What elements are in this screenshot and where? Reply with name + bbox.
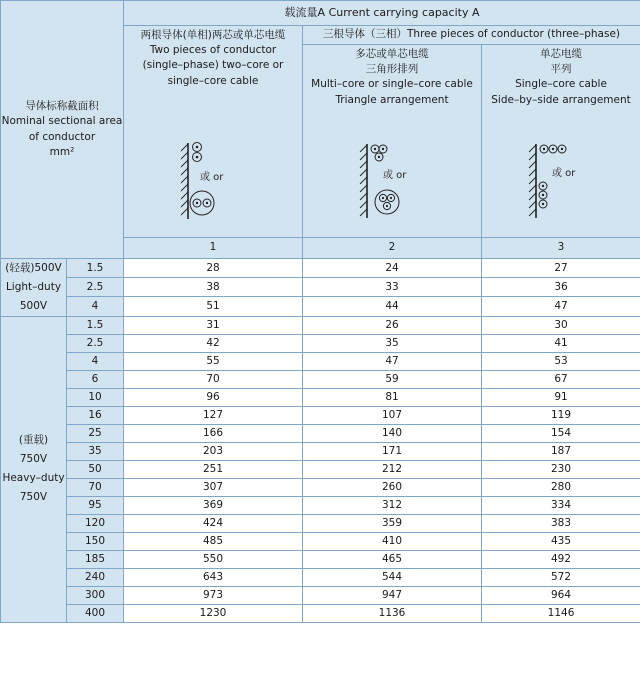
value-cell: 154 xyxy=(482,424,640,442)
value-cell: 53 xyxy=(482,352,640,370)
area-cell: 10 xyxy=(67,388,124,406)
col3-diagram-or: 或 or xyxy=(552,167,576,179)
col1-zh: 两根导体(单相)两芯或单芯电缆 xyxy=(140,29,286,41)
table-row xyxy=(1,460,640,478)
value-cell: 485 xyxy=(124,532,303,550)
area-cell: 150 xyxy=(67,532,124,550)
value-cell: 334 xyxy=(482,496,640,514)
value-cell: 91 xyxy=(482,388,640,406)
value-cell: 369 xyxy=(124,496,303,514)
area-cell: 50 xyxy=(67,460,124,478)
value-cell: 24 xyxy=(303,259,482,278)
table-row xyxy=(1,370,640,388)
value-cell: 38 xyxy=(124,278,303,297)
col1-diagram-or: 或 or xyxy=(200,171,224,183)
area-cell: 25 xyxy=(67,424,124,442)
col1-en2: (single–phase) two–core or xyxy=(142,59,284,72)
table-row xyxy=(1,568,640,586)
value-cell: 47 xyxy=(482,297,640,316)
value-cell: 96 xyxy=(124,388,303,406)
area-cell: 2.5 xyxy=(67,278,124,297)
area-cell: 2.5 xyxy=(67,334,124,352)
table-row xyxy=(1,406,640,424)
table-row xyxy=(1,442,640,460)
nominal-area-en1: Nominal sectional area xyxy=(1,115,123,128)
table-row xyxy=(1,297,640,316)
table-row xyxy=(1,388,640,406)
value-cell: 251 xyxy=(124,460,303,478)
light-duty-line1: (轻载)500V xyxy=(5,262,62,274)
table-row xyxy=(1,316,640,334)
value-cell: 55 xyxy=(124,352,303,370)
table-row xyxy=(1,532,640,550)
value-cell: 166 xyxy=(124,424,303,442)
value-cell: 70 xyxy=(124,370,303,388)
value-cell: 1146 xyxy=(482,604,640,622)
nominal-area-header xyxy=(1,1,124,259)
nominal-area-unit: mm² xyxy=(49,145,75,158)
col1-en3: single–core cable xyxy=(167,74,259,87)
value-cell: 33 xyxy=(303,278,482,297)
value-cell: 312 xyxy=(303,496,482,514)
value-cell: 187 xyxy=(482,442,640,460)
value-cell: 31 xyxy=(124,316,303,334)
area-cell: 4 xyxy=(67,352,124,370)
value-cell: 44 xyxy=(303,297,482,316)
value-cell: 81 xyxy=(303,388,482,406)
value-cell: 307 xyxy=(124,478,303,496)
value-cell: 127 xyxy=(124,406,303,424)
col3-zh1: 单芯电缆 xyxy=(540,48,583,60)
value-cell: 27 xyxy=(482,259,640,278)
table-row xyxy=(1,352,640,370)
value-cell: 140 xyxy=(303,424,482,442)
area-cell: 35 xyxy=(67,442,124,460)
table-row xyxy=(1,424,640,442)
capacity-title: 载流量A Current carrying capacity A xyxy=(124,1,640,26)
value-cell: 973 xyxy=(124,586,303,604)
value-cell: 41 xyxy=(482,334,640,352)
col2-en1: Multi–core or single–core cable xyxy=(311,78,473,91)
value-cell: 550 xyxy=(124,550,303,568)
value-cell: 643 xyxy=(124,568,303,586)
heavy-duty-line3: Heavy–duty xyxy=(2,472,65,485)
area-cell: 120 xyxy=(67,514,124,532)
value-cell: 383 xyxy=(482,514,640,532)
area-cell: 70 xyxy=(67,478,124,496)
value-cell: 964 xyxy=(482,586,640,604)
col3-zh2: 平列 xyxy=(550,63,572,76)
value-cell: 1230 xyxy=(124,604,303,622)
value-cell: 260 xyxy=(303,478,482,496)
value-cell: 544 xyxy=(303,568,482,586)
table-row xyxy=(1,586,640,604)
value-cell: 212 xyxy=(303,460,482,478)
col2-header xyxy=(303,45,482,238)
triangle-arrangement-diagram xyxy=(357,138,427,228)
table-row xyxy=(1,478,640,496)
value-cell: 107 xyxy=(303,406,482,424)
value-cell: 30 xyxy=(482,316,640,334)
table-row xyxy=(1,278,640,297)
value-cell: 1136 xyxy=(303,604,482,622)
col2-diagram-or: 或 or xyxy=(383,169,407,181)
value-cell: 171 xyxy=(303,442,482,460)
value-cell: 947 xyxy=(303,586,482,604)
heavy-duty-line2: 750V xyxy=(19,453,48,466)
table-row xyxy=(1,259,640,278)
col2-number: 2 xyxy=(303,238,482,259)
table-row xyxy=(1,550,640,568)
value-cell: 203 xyxy=(124,442,303,460)
area-cell: 185 xyxy=(67,550,124,568)
area-cell: 300 xyxy=(67,586,124,604)
table-row xyxy=(1,334,640,352)
value-cell: 35 xyxy=(303,334,482,352)
light-duty-label xyxy=(1,259,67,317)
heavy-duty-line4: 750V xyxy=(19,491,48,504)
area-cell: 6 xyxy=(67,370,124,388)
value-cell: 572 xyxy=(482,568,640,586)
col2-en2: Triangle arrangement xyxy=(335,93,449,106)
value-cell: 28 xyxy=(124,259,303,278)
two-conductor-diagram xyxy=(178,137,248,231)
value-cell: 42 xyxy=(124,334,303,352)
value-cell: 280 xyxy=(482,478,640,496)
value-cell: 359 xyxy=(303,514,482,532)
value-cell: 67 xyxy=(482,370,640,388)
side-by-side-diagram xyxy=(526,138,596,228)
col1-number: 1 xyxy=(124,238,303,259)
area-cell: 16 xyxy=(67,406,124,424)
area-cell: 1.5 xyxy=(67,316,124,334)
value-cell: 230 xyxy=(482,460,640,478)
value-cell: 435 xyxy=(482,532,640,550)
three-phase-title: 三根导体（三相）Three pieces of conductor (three–phase) xyxy=(303,26,640,45)
heavy-duty-line1: (重载) xyxy=(18,434,49,447)
value-cell: 465 xyxy=(303,550,482,568)
light-duty-line2: Light–duty xyxy=(5,280,62,293)
col3-number: 3 xyxy=(482,238,640,259)
value-cell: 59 xyxy=(303,370,482,388)
col2-zh1: 多芯或单芯电缆 xyxy=(355,48,429,60)
nominal-area-zh: 导体标称截面积 xyxy=(25,100,99,113)
value-cell: 424 xyxy=(124,514,303,532)
area-cell: 95 xyxy=(67,496,124,514)
value-cell: 410 xyxy=(303,532,482,550)
heavy-duty-label xyxy=(1,316,67,622)
table-row xyxy=(1,496,640,514)
col1-header xyxy=(124,26,303,238)
value-cell: 36 xyxy=(482,278,640,297)
value-cell: 119 xyxy=(482,406,640,424)
col3-en1: Single–core cable xyxy=(515,78,607,91)
area-cell: 4 xyxy=(67,297,124,316)
table-row xyxy=(1,514,640,532)
value-cell: 492 xyxy=(482,550,640,568)
nominal-area-en2: of conductor xyxy=(28,130,96,143)
col3-header xyxy=(482,45,640,238)
light-duty-line3: 500V xyxy=(19,299,48,312)
value-cell: 26 xyxy=(303,316,482,334)
value-cell: 51 xyxy=(124,297,303,316)
table-row xyxy=(1,604,640,622)
area-cell: 240 xyxy=(67,568,124,586)
col1-en1: Two pieces of conductor xyxy=(149,44,277,57)
col2-zh2: 三角形排列 xyxy=(365,63,419,76)
col3-en2: Side–by–side arrangement xyxy=(491,93,631,106)
value-cell: 47 xyxy=(303,352,482,370)
area-cell: 1.5 xyxy=(67,259,124,278)
area-cell: 400 xyxy=(67,604,124,622)
